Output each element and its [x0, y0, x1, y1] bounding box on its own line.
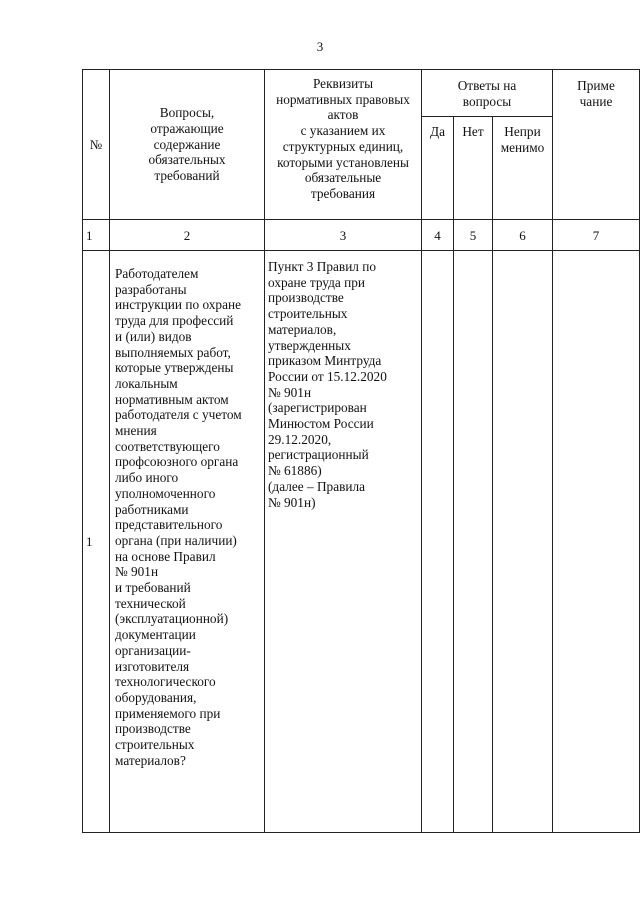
column-number-3: 3 — [339, 228, 347, 243]
header-requisites: Реквизиты нормативных правовых актов с указанием их структурных единиц, которыми установлены обязательные требования — [276, 76, 410, 201]
column-number-6: 6 — [519, 228, 526, 243]
column-number-1: 1 — [86, 228, 93, 243]
requisites-text: Пункт 3 Правил по охране труда при производстве строительных материалов, утвержденных приказом Минтруда России от 15.12.2020 № 901н (зарегистрирован Минюстом России 29.12.2020, регистрационный № 61886) (далее – Правила № 901н) — [268, 259, 387, 510]
header-yes: Да — [430, 124, 445, 139]
column-number-4: 4 — [434, 228, 441, 243]
header-num: № — [89, 137, 103, 152]
header-no: Нет — [462, 124, 484, 139]
header-answers: Ответы на вопросы — [457, 78, 517, 109]
row-number: 1 — [86, 534, 93, 549]
header-note: Приме чание — [577, 78, 615, 109]
column-number-5: 5 — [469, 228, 477, 243]
column-number-7: 7 — [592, 228, 600, 243]
column-number-2: 2 — [183, 228, 191, 243]
header-not-applicable: Непри менимо — [500, 124, 545, 155]
page-number: 3 — [316, 39, 324, 54]
header-questions: Вопросы, отражающие содержание обязательных требований — [148, 105, 226, 184]
question-text: Работодателем разработаны инструкции по охране труда для профессий и (или) видов выполняемых работ, которые утверждены локальным нормативным актом работодателя с учетом мнения соответствующего профсоюзного органа либо иного уполномоченного работниками представительного органа (при наличии) на основе Правил № 901н и требований технической (эксплуатационной) документации организации- изготовителя технологического оборудования, применяемого при производстве строительных материалов? — [115, 266, 242, 768]
